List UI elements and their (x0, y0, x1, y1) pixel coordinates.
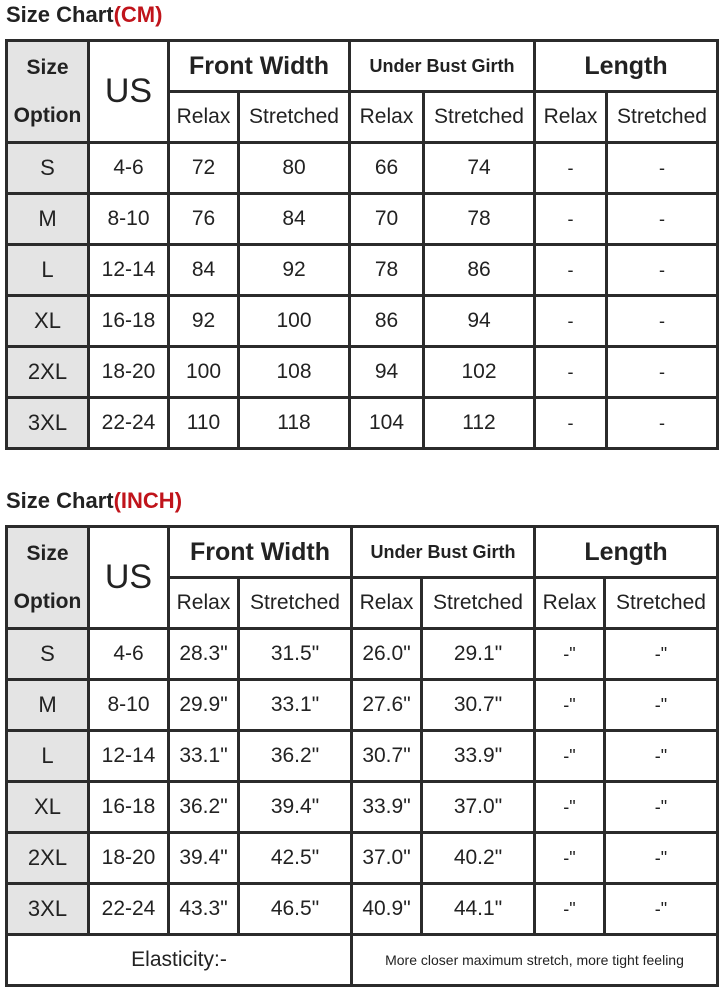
size-cell: 2XL (7, 347, 89, 398)
sub-header: Stretched (239, 578, 352, 629)
value-cell: 100 (169, 347, 239, 398)
value-cell: 36.2" (169, 782, 239, 833)
table-row (7, 296, 718, 347)
under-bust-girth-header: Under Bust Girth (350, 41, 535, 92)
value-cell: 94 (350, 347, 424, 398)
value-cell: 80 (239, 143, 350, 194)
value-cell: 31.5" (239, 629, 352, 680)
value-cell: 108 (239, 347, 350, 398)
us-cell: 8-10 (89, 680, 169, 731)
length-header: Length (535, 527, 718, 578)
value-cell: -" (605, 833, 718, 884)
us-cell: 18-20 (89, 833, 169, 884)
size-cell: M (7, 680, 89, 731)
value-cell: - (607, 245, 718, 296)
table-row (7, 143, 718, 194)
us-cell: 16-18 (89, 782, 169, 833)
cm-title-unit: (CM) (113, 2, 163, 27)
value-cell: 110 (169, 398, 239, 449)
inch-size-table (5, 525, 719, 987)
value-cell: 27.6" (352, 680, 422, 731)
value-cell: 92 (239, 245, 350, 296)
sub-header: Relax (535, 578, 605, 629)
value-cell: -" (535, 833, 605, 884)
value-cell: 78 (424, 194, 535, 245)
value-cell: 30.7" (422, 680, 535, 731)
elasticity-label: Elasticity:- (7, 935, 352, 986)
front-width-header: Front Width (169, 41, 350, 92)
value-cell: - (607, 143, 718, 194)
sub-header: Stretched (424, 92, 535, 143)
value-cell: - (535, 347, 607, 398)
inch-title-prefix: Size Chart (6, 488, 114, 513)
size-cell: L (7, 731, 89, 782)
value-cell: - (535, 143, 607, 194)
sub-header: Relax (350, 92, 424, 143)
value-cell: 42.5" (239, 833, 352, 884)
size-cell: XL (7, 782, 89, 833)
value-cell: -" (605, 884, 718, 935)
value-cell: 66 (350, 143, 424, 194)
us-cell: 18-20 (89, 347, 169, 398)
size-cell: L (7, 245, 89, 296)
value-cell: -" (535, 884, 605, 935)
sub-header: Relax (535, 92, 607, 143)
value-cell: 112 (424, 398, 535, 449)
size-cell: M (7, 194, 89, 245)
table-row (7, 731, 718, 782)
value-cell: 43.3" (169, 884, 239, 935)
us-cell: 16-18 (89, 296, 169, 347)
size-option-header: Size Option (7, 41, 89, 143)
value-cell: -" (605, 629, 718, 680)
table-row (7, 884, 718, 935)
value-cell: 70 (350, 194, 424, 245)
size-cell: 3XL (7, 398, 89, 449)
value-cell: 104 (350, 398, 424, 449)
cm-header-row-1 (7, 41, 718, 92)
value-cell: 46.5" (239, 884, 352, 935)
sub-header: Stretched (605, 578, 718, 629)
value-cell: -" (535, 731, 605, 782)
sub-header: Stretched (422, 578, 535, 629)
value-cell: 84 (169, 245, 239, 296)
us-header: US (89, 41, 169, 143)
under-bust-girth-header: Under Bust Girth (352, 527, 535, 578)
inch-header-row-1 (7, 527, 718, 578)
value-cell: 33.9" (422, 731, 535, 782)
value-cell: -" (535, 680, 605, 731)
us-cell: 12-14 (89, 731, 169, 782)
value-cell: - (535, 245, 607, 296)
table-row (7, 347, 718, 398)
value-cell: -" (535, 629, 605, 680)
us-cell: 4-6 (89, 143, 169, 194)
value-cell: -" (535, 782, 605, 833)
value-cell: 36.2" (239, 731, 352, 782)
us-cell: 22-24 (89, 398, 169, 449)
us-header: US (89, 527, 169, 629)
size-cell: S (7, 143, 89, 194)
us-cell: 22-24 (89, 884, 169, 935)
table-row (7, 629, 718, 680)
value-cell: -" (605, 731, 718, 782)
value-cell: 94 (424, 296, 535, 347)
value-cell: 78 (350, 245, 424, 296)
value-cell: - (535, 296, 607, 347)
size-cell: XL (7, 296, 89, 347)
us-cell: 12-14 (89, 245, 169, 296)
table-row (7, 245, 718, 296)
sub-header: Relax (169, 578, 239, 629)
table-row (7, 194, 718, 245)
value-cell: - (607, 347, 718, 398)
cm-title-prefix: Size Chart (6, 2, 114, 27)
value-cell: 86 (424, 245, 535, 296)
value-cell: 118 (239, 398, 350, 449)
cm-size-table (5, 39, 719, 450)
value-cell: 72 (169, 143, 239, 194)
size-cell: S (7, 629, 89, 680)
table-row (7, 680, 718, 731)
value-cell: 76 (169, 194, 239, 245)
value-cell: 39.4" (239, 782, 352, 833)
value-cell: 33.9" (352, 782, 422, 833)
elasticity-description: More closer maximum stretch, more tight feeling (352, 935, 718, 986)
size-cell: 3XL (7, 884, 89, 935)
value-cell: - (535, 194, 607, 245)
value-cell: 74 (424, 143, 535, 194)
value-cell: 28.3" (169, 629, 239, 680)
sub-header: Relax (352, 578, 422, 629)
value-cell: 26.0" (352, 629, 422, 680)
us-cell: 4-6 (89, 629, 169, 680)
value-cell: 37.0" (352, 833, 422, 884)
sub-header: Stretched (239, 92, 350, 143)
value-cell: -" (605, 680, 718, 731)
size-cell: 2XL (7, 833, 89, 884)
value-cell: 44.1" (422, 884, 535, 935)
sub-header: Relax (169, 92, 239, 143)
value-cell: 29.1" (422, 629, 535, 680)
sub-header: Stretched (607, 92, 718, 143)
value-cell: 33.1" (169, 731, 239, 782)
inch-chart-title (6, 488, 182, 514)
table-row (7, 782, 718, 833)
value-cell: - (607, 398, 718, 449)
value-cell: - (535, 398, 607, 449)
cm-chart-title (6, 2, 162, 28)
value-cell: 37.0" (422, 782, 535, 833)
value-cell: 92 (169, 296, 239, 347)
length-header: Length (535, 41, 718, 92)
value-cell: - (607, 296, 718, 347)
table-row (7, 833, 718, 884)
inch-title-unit: (INCH) (113, 488, 183, 513)
value-cell: 86 (350, 296, 424, 347)
size-option-header: Size Option (7, 527, 89, 629)
us-cell: 8-10 (89, 194, 169, 245)
value-cell: 30.7" (352, 731, 422, 782)
value-cell: 39.4" (169, 833, 239, 884)
value-cell: 40.2" (422, 833, 535, 884)
front-width-header: Front Width (169, 527, 352, 578)
table-row (7, 398, 718, 449)
elasticity-row (7, 935, 718, 986)
value-cell: -" (605, 782, 718, 833)
value-cell: 100 (239, 296, 350, 347)
value-cell: - (607, 194, 718, 245)
value-cell: 102 (424, 347, 535, 398)
value-cell: 40.9" (352, 884, 422, 935)
value-cell: 29.9" (169, 680, 239, 731)
value-cell: 84 (239, 194, 350, 245)
value-cell: 33.1" (239, 680, 352, 731)
